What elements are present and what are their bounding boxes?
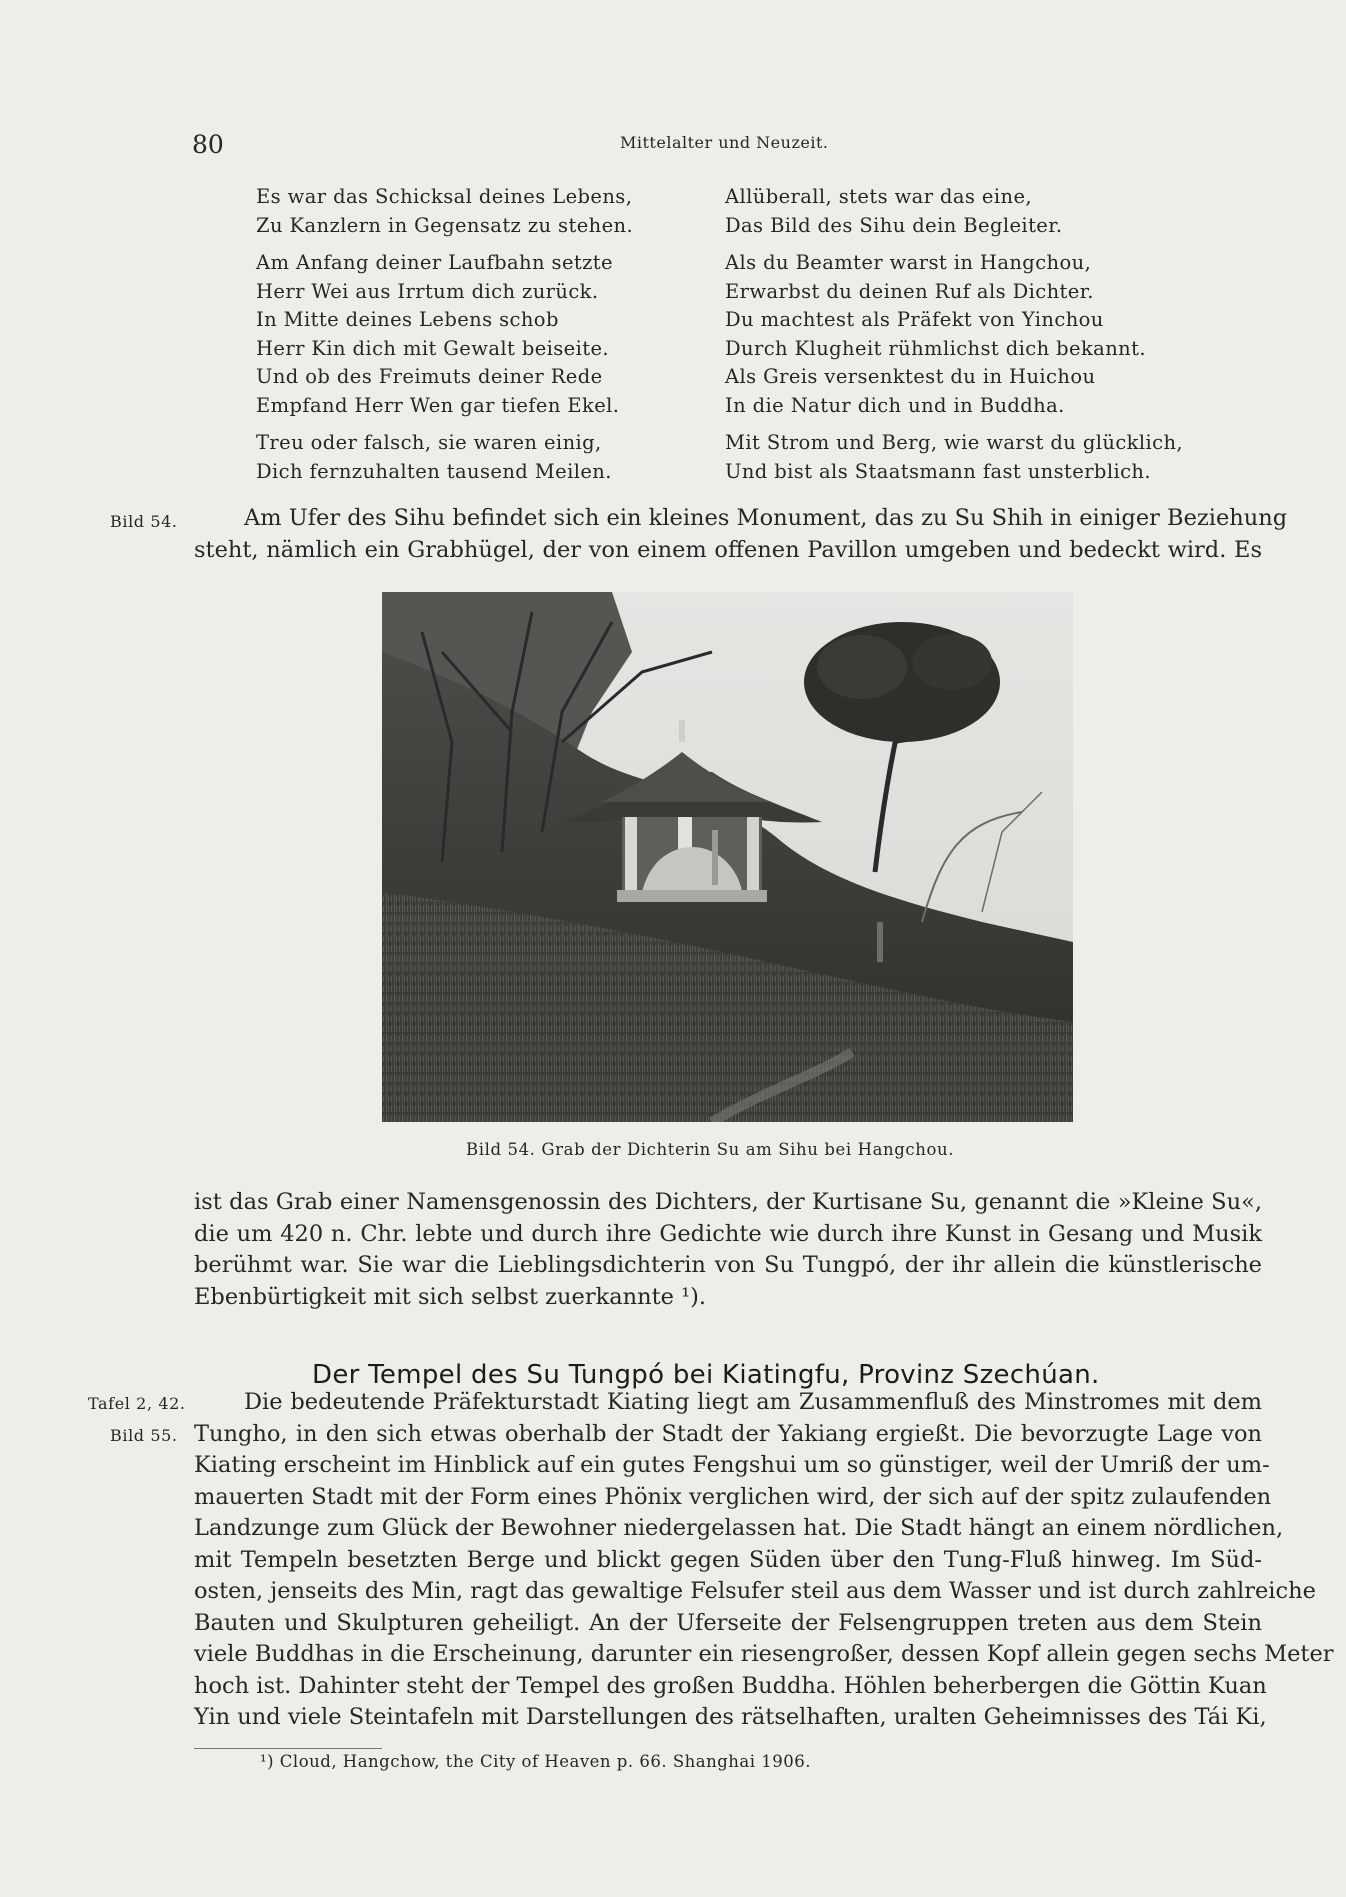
paragraph-line: Am Ufer des Sihu befindet sich ein kleines Monument, das zu Su Shih in einiger Beziehung (244, 505, 1288, 531)
poem-line: Du machtest als Präfekt von Yinchou (725, 308, 1104, 331)
margin-note-bild-54: Bild 54. (110, 512, 178, 531)
paragraph-intro (194, 505, 1288, 568)
poem-right-column (725, 183, 1183, 495)
paragraph-line: Die bedeutende Präfekturstadt Kiating liegt am Zusammenfluß des Minstromes mit dem (244, 1389, 1262, 1415)
running-title: Mittelalter und Neuzeit. (620, 133, 829, 152)
paragraph-grave (194, 1189, 1262, 1315)
paragraph-line: ist das Grab einer Namensgenossin des Dichters, der Kurtisane Su, genannt die »Kleine Su«, (194, 1189, 1262, 1215)
paragraph-line: Yin und viele Steintafeln mit Darstellungen des rätselhaften, uralten Geheimnisses des Tái Ki, (194, 1704, 1267, 1730)
poem-line: Allüberall, stets war das eine, (725, 185, 1033, 208)
poem-stanza (256, 249, 633, 420)
footnote: ¹) Cloud, Hangchow, the City of Heaven p. 66. Shanghai 1906. (260, 1752, 811, 1771)
poem-line: Am Anfang deiner Laufbahn setzte (256, 251, 613, 274)
poem-line: Durch Klugheit rühmlichst dich bekannt. (725, 336, 1146, 360)
poem-line: Als du Beamter warst in Hangchou, (725, 251, 1092, 274)
poem-line: Mit Strom und Berg, wie warst du glücklich, (725, 431, 1184, 454)
poem-line: Es war das Schicksal deines Lebens, (256, 185, 633, 208)
paragraph-line: Bauten und Skulpturen geheiligt. An der Uferseite der Felsengruppen treten aus dem Stein (194, 1609, 1262, 1636)
paragraph-line: Kiating erscheint im Hinblick auf ein gutes Fengshui um so günstiger, weil der Umriß der um- (194, 1452, 1270, 1478)
poem-line: Treu oder falsch, sie waren einig, (256, 431, 602, 454)
poem-line: In die Natur dich und in Buddha. (725, 393, 1065, 417)
paragraph-line: steht, nämlich ein Grabhügel, der von einem offenen Pavillon umgeben und bedeckt wird. Es (194, 536, 1262, 563)
poem-line: Dich fernzuhalten tausend Meilen. (256, 459, 612, 483)
section-heading: Der Tempel des Su Tungpó bei Kiatingfu, Provinz Szechúan. (312, 1359, 1100, 1390)
margin-note-tafel: Tafel 2, 42. (88, 1394, 186, 1413)
paragraph-line: mit Tempeln besetzten Berge und blickt gegen Süden über den Tung-Fluß hinweg. Im Süd- (194, 1546, 1262, 1573)
paragraph-line: osten, jenseits des Min, ragt das gewaltige Felsufer steil aus dem Wasser und ist durch zahlreiche (194, 1578, 1316, 1604)
poem-line: Und ob des Freimuts deiner Rede (256, 365, 603, 388)
poem-stanza (725, 183, 1183, 240)
paragraph-line: Landzunge zum Glück der Bewohner niedergelassen hat. Die Stadt hängt an einem nördlichen, (194, 1515, 1284, 1541)
poem-line: Herr Wei aus Irrtum dich zurück. (256, 279, 599, 303)
footnote-divider (194, 1748, 382, 1749)
paragraph-line: mauerten Stadt mit der Form eines Phönix verglichen wird, der sich auf der spitz zulaufenden (194, 1483, 1272, 1510)
paragraph-line: viele Buddhas in die Erscheinung, darunter ein riesengroßer, dessen Kopf allein gegen sechs Meter (194, 1641, 1334, 1667)
paragraph-line: hoch ist. Dahinter steht der Tempel des großen Buddha. Höhlen beherbergen die Göttin Kuan (194, 1672, 1267, 1699)
poem-left-column (256, 183, 633, 495)
poem-stanza (256, 183, 633, 240)
poem-line: In Mitte deines Lebens schob (256, 308, 559, 331)
paragraph-line: die um 420 n. Chr. lebte und durch ihre Gedichte wie durch ihre Kunst in Gesang und Musik (194, 1220, 1262, 1247)
margin-note-bild-55: Bild 55. (110, 1426, 178, 1445)
poem-line: Zu Kanzlern in Gegensatz zu stehen. (256, 213, 634, 237)
poem-stanza (256, 429, 633, 486)
paragraph-line: Ebenbürtigkeit mit sich selbst zuerkannte ¹). (194, 1283, 707, 1310)
poem-line: Herr Kin dich mit Gewalt beiseite. (256, 336, 610, 360)
photograph-tomb-pavilion (382, 592, 1073, 1122)
paragraph-line: berühmt war. Sie war die Lieblingsdichterin von Su Tungpó, der ihr allein die künstlerische (194, 1252, 1262, 1278)
figure-caption: Bild 54. Grab der Dichterin Su am Sihu bei Hangchou. (466, 1140, 955, 1159)
poem-line: Das Bild des Sihu dein Begleiter. (725, 213, 1063, 237)
paragraph-line: Tungho, in den sich etwas oberhalb der Stadt der Yakiang ergießt. Die bevorzugte Lage von (194, 1420, 1262, 1447)
poem-stanza (725, 249, 1183, 420)
poem-line: Empfand Herr Wen gar tiefen Ekel. (256, 393, 620, 417)
poem-line: Erwarbst du deinen Ruf als Dichter. (725, 279, 1094, 303)
poem-line: Und bist als Staatsmann fast unsterblich. (725, 459, 1151, 483)
page-number: 80 (192, 130, 224, 159)
poem-line: Als Greis versenktest du in Huichou (725, 365, 1096, 388)
poem-stanza (725, 429, 1183, 486)
paragraph-kiating (194, 1389, 1334, 1736)
